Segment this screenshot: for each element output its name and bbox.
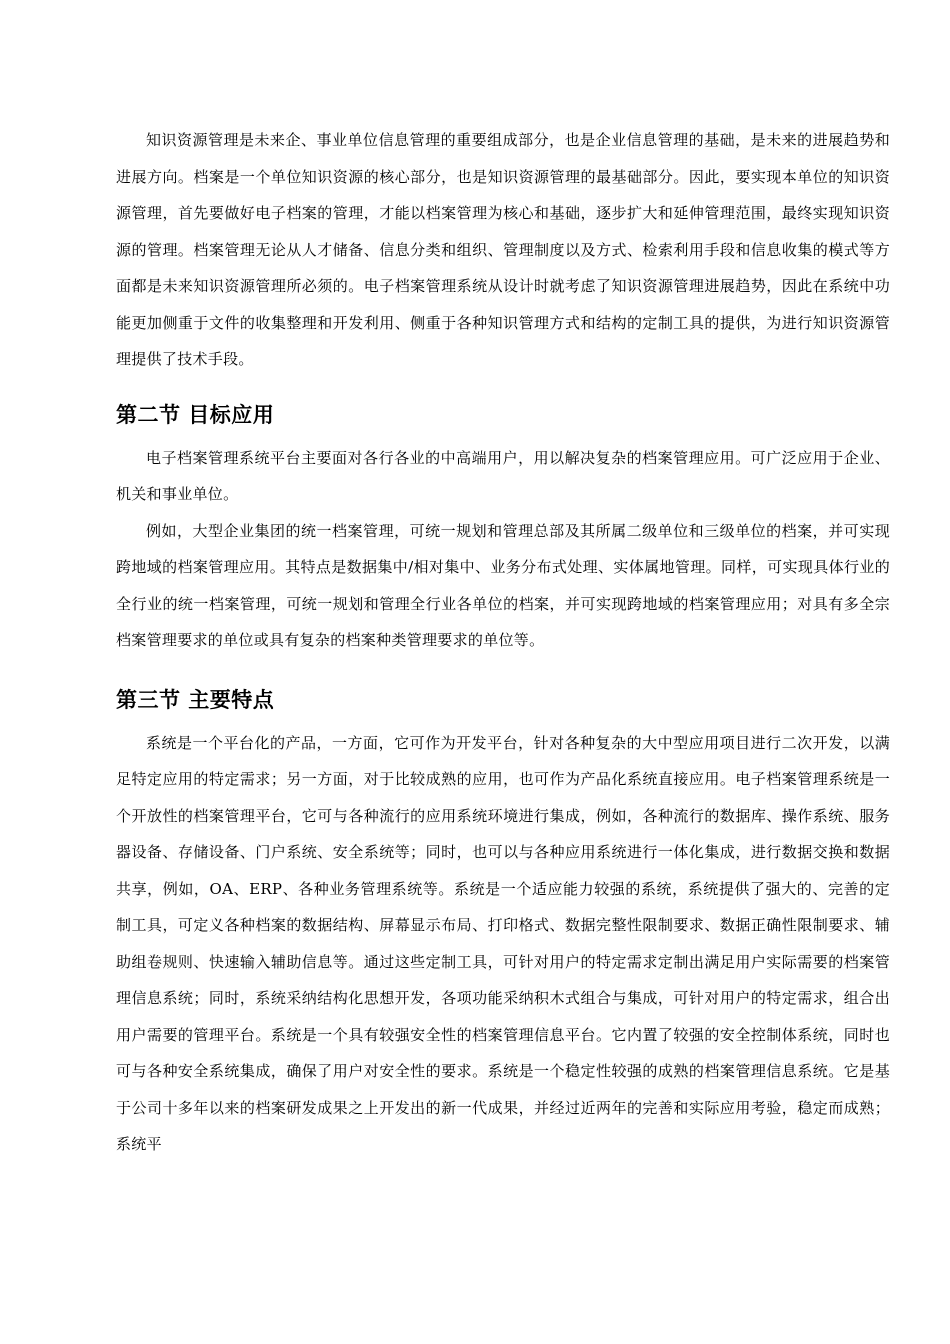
paragraph-target-users: 电子档案管理系统平台主要面对各行各业的中高端用户，用以解决复杂的档案管理应用。可广泛应用于企业、机关和事业单位。: [116, 448, 890, 503]
paragraph-knowledge-management: 知识资源管理是未来企、事业单位信息管理的重要组成部分，也是企业信息管理的基础，是未来的进展趋势和进展方向。档案是一个单位知识资源的核心部分，也是知识资源管理的最基础部分。因此，要实现本单位的知识资源管理，首先要做好电子档案的管理，才能以档案管理为核心和基础，逐步扩大和延伸管理范围，最终实现知识资源的管理。档案管理无论从人才储备、信息分类和组织、管理制度以及方式、检索利用手段和信息收集的模式等方面都是未来知识资源管理所必须的。电子档案管理系统从设计时就考虑了知识资源管理进展趋势，因此在系统中功能更加侧重于文件的收集整理和开发利用、侧重于各种知识管理方式和结构的定制工具的提供，为进行知识资源管理提供了技术手段。: [116, 131, 890, 368]
paragraph-features: 系统是一个平台化的产品，一方面，它可作为开发平台，针对各种复杂的大中型应用项目进行二次开发，以满足特定应用的特定需求；另一方面，对于比较成熟的应用，也可作为产品化系统直接应用。电子档案管理系统是一个开放性的档案管理平台，它可与各种流行的应用系统环境进行集成，例如，各种流行的数据库、操作系统、服务器设备、存储设备、门户系统、安全系统等；同时，也可以与各种应用系统进行一体化集成，进行数据交换和数据共享，例如，OA、ERP、各种业务管理系统等。系统是一个适应能力较强的系统，系统提供了强大的、完善的定制工具，可定义各种档案的数据结构、屏幕显示布局、打印格式、数据完整性限制要求、数据正确性限制要求、辅助组卷规则、快速输入辅助信息等。通过这些定制工具，可针对用户的特定需求定制出满足用户实际需要的档案管理信息系统；同时，系统采纳结构化思想开发，各项功能采纳积木式组合与集成，可针对用户的特定需求，组合出用户需要的管理平台。系统是一个具有较强安全性的档案管理信息平台。它内置了较强的安全控制体系统，同时也可与各种安全系统集成，确保了用户对安全性的要求。系统是一个稳定性较强的成熟的档案管理信息系统。它是基于公司十多年以来的档案研发成果之上开发出的新一代成果，并经过近两年的完善和实际应用考验，稳定而成熟；系统平: [116, 733, 890, 1153]
document-page: [116, 122, 890, 1163]
section-heading-main-features: 第三节 主要特点: [116, 687, 275, 712]
section-heading-target-application: 第二节 目标应用: [116, 402, 275, 427]
paragraph-example-usage: 例如，大型企业集团的统一档案管理，可统一规划和管理总部及其所属二级单位和三级单位的档案，并可实现跨地域的档案管理应用。其特点是数据集中/相对集中、业务分布式处理、实体属地管理。同样，可实现具体行业的全行业的统一档案管理，可统一规划和管理全行业各单位的档案，并可实现跨地域的档案管理应用；对具有多全宗档案管理要求的单位或具有复杂的档案种类管理要求的单位等。: [116, 521, 890, 649]
